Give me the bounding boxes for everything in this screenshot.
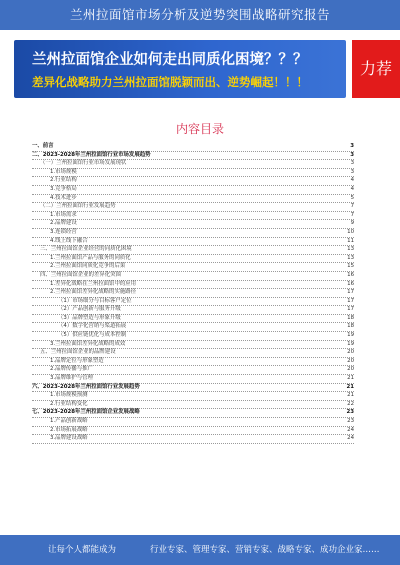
toc-entry-title: 1.产品创新战略: [50, 418, 88, 424]
toc-entry[interactable]: [32, 220, 354, 229]
toc-entry-page: 17: [347, 306, 354, 313]
toc-entry-page: 23: [347, 418, 354, 424]
toc-entry-page: 20: [347, 349, 354, 356]
toc-entry-page: 4: [350, 177, 354, 184]
toc-entry-page: 3: [350, 143, 354, 149]
toc-entry[interactable]: [32, 281, 354, 290]
toc-entry-page: 11: [347, 237, 354, 244]
toc-entry[interactable]: [32, 289, 354, 298]
report-header-bar: [0, 0, 400, 30]
toc-entry-title: 四、兰州拉面馆企业的差异化突围: [40, 271, 121, 278]
toc-entry-title: 2.市场拓展战略: [50, 426, 88, 433]
toc-entry-title: 4.线上线下融合: [50, 237, 88, 244]
toc-entry[interactable]: [32, 392, 354, 401]
toc-entry-title: 2.品牌建设: [50, 220, 77, 227]
toc-entry[interactable]: [32, 177, 354, 186]
toc-entry[interactable]: [32, 298, 354, 307]
toc-entry-title: 1.品牌定位与形象塑造: [50, 357, 104, 364]
toc-entry-title: 六、2023-2028年兰州拉面馆行业发展趋势: [32, 383, 140, 390]
banner-title: 兰州拉面馆企业如何走出同质化困境？？？: [32, 52, 308, 68]
toc-entry-title: （一）兰州拉面馆行业市场发展现状: [40, 160, 127, 167]
toc-entry-title: 3.兰州拉面馆差异化战略的成效: [50, 340, 126, 347]
toc-entry[interactable]: [32, 169, 354, 178]
toc-entry[interactable]: [32, 349, 354, 358]
toc-entry-page: 21: [347, 392, 354, 399]
toc-entry-page: 18: [347, 314, 354, 321]
toc-entry-title: 1.兰州拉面馆产品与服务的同质化: [50, 254, 131, 261]
toc-entry-page: 21: [347, 375, 354, 382]
toc-entry-page: 5: [350, 194, 354, 201]
toc-entry-page: 9: [350, 220, 354, 227]
table-of-contents: [32, 143, 354, 444]
toc-entry[interactable]: [32, 160, 354, 169]
toc-entry-page: 19: [347, 332, 354, 339]
banner-subtitle: 差异化战略助力兰州拉面馆脱颖而出、逆势崛起！！！: [32, 75, 308, 89]
toc-entry[interactable]: [32, 203, 354, 212]
toc-entry-page: 20: [347, 366, 354, 373]
toc-entry[interactable]: [32, 323, 354, 332]
toc-entry[interactable]: [32, 195, 354, 204]
toc-entry-page: 3: [350, 160, 354, 167]
toc-entry-page: 18: [347, 323, 354, 330]
toc-entry[interactable]: [32, 229, 354, 238]
toc-entry[interactable]: [32, 418, 354, 427]
toc-entry[interactable]: [32, 186, 354, 195]
toc-entry[interactable]: [32, 332, 354, 341]
toc-entry-title: 1.差异化战略在兰州拉面馆中的应用: [50, 280, 137, 287]
toc-entry-title: 2.兰州拉面馆差异化战略的实施路径: [50, 289, 137, 296]
toc-entry-page: 21: [346, 383, 354, 390]
toc-entry[interactable]: [32, 246, 354, 255]
toc-entry-page: 3: [350, 151, 354, 158]
toc-entry-title: 3.品牌建设战略: [50, 435, 88, 442]
toc-entry-title: （3）品牌塑造与形象升级: [58, 314, 121, 321]
toc-heading: 内容目录: [175, 122, 224, 136]
toc-entry-page: 24: [347, 426, 354, 433]
toc-entry-title: 3.品牌维护与管理: [50, 375, 93, 382]
toc-entry-title: （4）数字化营销与渠道拓展: [58, 323, 127, 330]
toc-entry-page: 17: [347, 289, 354, 296]
toc-entry[interactable]: [32, 272, 354, 281]
toc-entry-title: （2）产品创新与服务升级: [58, 306, 121, 313]
toc-entry[interactable]: [32, 263, 354, 272]
toc-entry-page: 20: [347, 357, 354, 364]
toc-entry[interactable]: [32, 375, 354, 384]
toc-entry-page: 24: [347, 435, 354, 442]
toc-entry-page: 22: [347, 400, 354, 407]
toc-entry-page: 19: [347, 340, 354, 347]
toc-entry[interactable]: [32, 366, 354, 375]
promo-banner: [14, 40, 346, 98]
toc-entry-title: 1.市场规模: [50, 168, 77, 175]
toc-entry-page: 10: [347, 228, 354, 235]
toc-entry-title: （5）供应链优化与成本控制: [58, 332, 127, 339]
toc-entry-title: 4.技术进步: [50, 194, 77, 201]
toc-entry[interactable]: [32, 212, 354, 221]
toc-entry-title: 1.市场需求: [50, 211, 77, 218]
toc-entry[interactable]: [32, 384, 354, 393]
toc-entry[interactable]: [32, 435, 354, 444]
recommend-tab: [352, 40, 400, 98]
toc-entry[interactable]: [32, 409, 354, 418]
toc-entry-title: 2.兰州拉面馆同质化竞争的后果: [50, 263, 126, 270]
toc-entry-page: 16: [347, 280, 354, 287]
toc-entry[interactable]: [32, 152, 354, 161]
toc-entry-title: 七、2023-2028年兰州拉面馆企业发展战略: [32, 409, 140, 416]
toc-entry[interactable]: [32, 306, 354, 315]
recommend-label: 力荐: [359, 59, 392, 78]
toc-entry-page: 17: [347, 297, 354, 304]
footer-bar: [0, 535, 400, 565]
toc-entry[interactable]: [32, 341, 354, 350]
toc-entry[interactable]: [32, 427, 354, 436]
toc-entry-page: 13: [347, 246, 354, 253]
toc-entry-title: 2.行业结构: [50, 177, 77, 184]
toc-entry-title: 一、前言: [32, 143, 54, 149]
toc-entry-title: 3.连锁经营: [50, 228, 77, 235]
toc-entry-page: 23: [346, 409, 354, 416]
toc-entry-title: 二、2023-2028年兰州拉面馆行业市场发展趋势: [32, 151, 151, 158]
toc-entry-title: 2.品牌传播与推广: [50, 366, 93, 373]
toc-entry-title: （二）兰州拉面馆行业发展趋势: [40, 203, 116, 210]
toc-entry-title: 2.行业结构变化: [50, 400, 88, 407]
toc-entry-page: 4: [350, 185, 354, 192]
toc-entry[interactable]: [32, 143, 354, 152]
toc-entry-page: 7: [350, 203, 354, 210]
toc-entry-page: 16: [347, 271, 354, 278]
footer-slogan: 让每个人都能成为: [48, 545, 117, 555]
toc-entry-page: 7: [350, 211, 354, 218]
toc-entry-title: 三、兰州拉面馆企业经营的同质化困境: [40, 246, 132, 253]
report-title: 兰州拉面馆市场分析及逆势突围战略研究报告: [69, 7, 330, 22]
toc-entry-title: 1.市场规模预测: [50, 392, 88, 399]
toc-entry-page: 13: [347, 254, 354, 261]
toc-entry-page: 3: [350, 168, 354, 175]
footer-roles: 行业专家、管理专家、营销专家、战略专家、成功企业家……: [150, 545, 380, 555]
toc-entry-title: （1）市场细分与目标客户定位: [58, 297, 132, 304]
toc-entry[interactable]: [32, 238, 354, 247]
toc-entry-title: 五、兰州拉面馆企业的品牌建设: [40, 349, 116, 356]
toc-entry-title: 3.竞争格局: [50, 185, 77, 192]
toc-entry-page: 15: [347, 263, 354, 270]
